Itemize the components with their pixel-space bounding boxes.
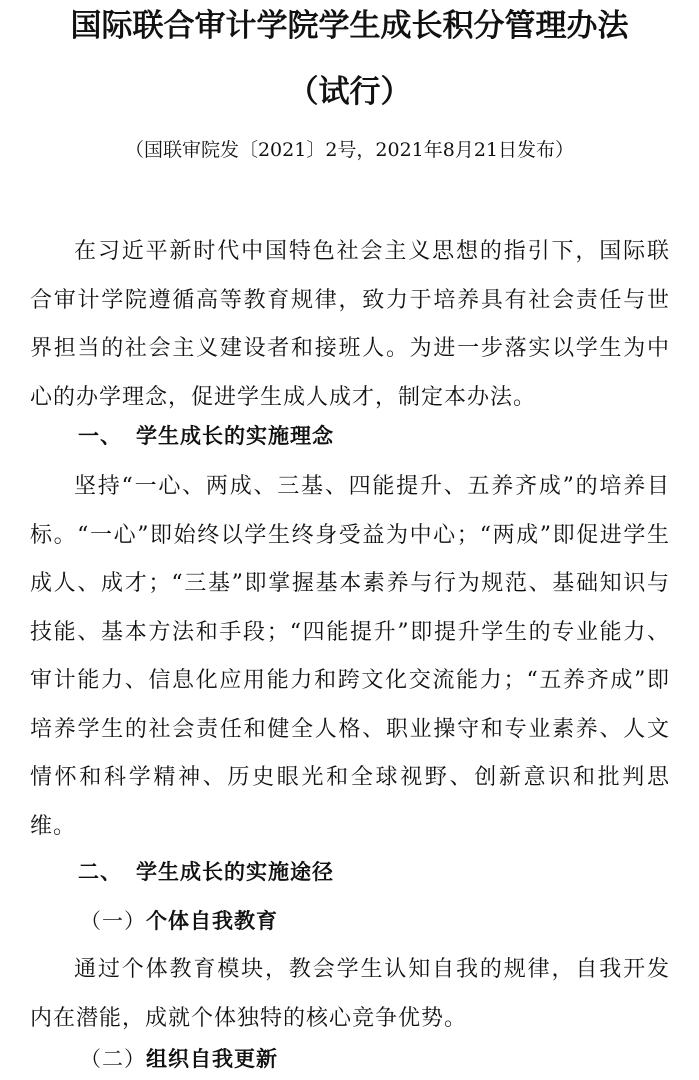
section-1-number: 一、 — [78, 424, 122, 448]
subsection-2-2-heading — [80, 1043, 278, 1075]
section-1-heading — [78, 420, 334, 452]
document-title-trial: （试行） — [287, 74, 412, 110]
section-1-paragraph: 坚持“一心、两成、三基、四能提升、五养齐成”的培养目标。“一心”即始终以学生终身受益为中心；“两成”即促进学生成人、成才；“三基”即掌握基本素养与行为规范、基础知识与技能、基本方法和手段；“四能提升”即提升学生的专业能力、审计能力、信息化应用能力和跨文化交流能力；“五养齐成”即培养学生的社会责任和健全人格、职业操守和专业素养、人文情怀和科学精神、历史眼光和全球视野、创新意识和批判思维。 — [30, 474, 670, 839]
intro-paragraph: 在习近平新时代中国特色社会主义思想的指引下，国际联合审计学院遵循高等教育规律，致力于培养具有社会责任与世界担当的社会主义建设者和接班人。为进一步落实以学生为中心的办学理念，促进学生成人成才，制定本办法。 — [30, 239, 670, 410]
issue-info: （国联审院发〔2021〕2号，2021年8月21日发布） — [124, 139, 575, 161]
subsection-2-1-number: （一） — [80, 909, 146, 933]
section-2-title: 学生成长的实施途径 — [136, 860, 334, 884]
subsection-2-2-number: （二） — [80, 1047, 146, 1071]
subsection-2-1-title: 个体自我教育 — [146, 908, 278, 933]
subsection-2-1-paragraph: 通过个体教育模块，教会学生认知自我的规律，自我开发内在潜能，成就个体独特的核心竞争优势。 — [30, 957, 670, 1031]
subsection-2-2-title: 组织自我更新 — [146, 1046, 278, 1071]
subsection-2-1-heading — [80, 905, 278, 937]
document-title: 国际联合审计学院学生成长积分管理办法 — [70, 8, 629, 44]
section-2-heading — [78, 856, 334, 888]
section-2-number: 二、 — [78, 860, 122, 884]
section-1-title: 学生成长的实施理念 — [136, 424, 334, 448]
